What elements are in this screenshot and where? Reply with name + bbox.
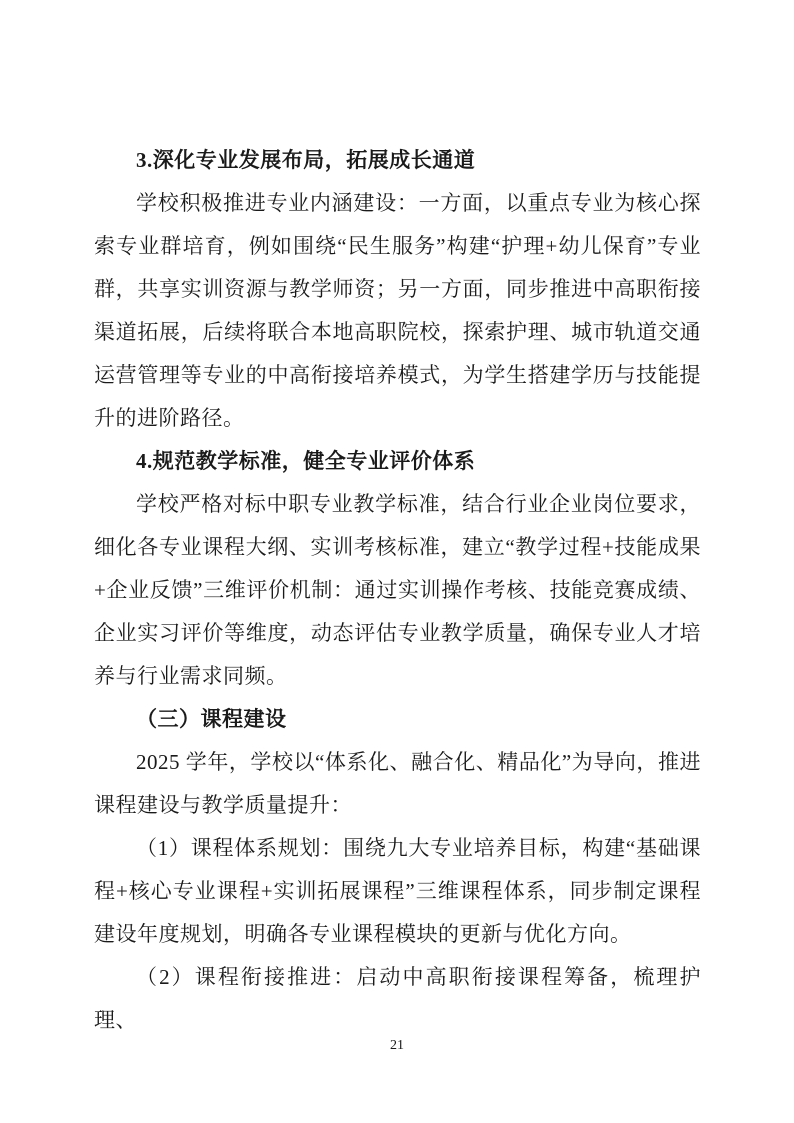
paragraph-curriculum-item-1: （1）课程体系规划：围绕九大专业培养目标，构建“基础课程+核心专业课程+实训拓展课程”三维课程体系，同步制定课程建设年度规划，明确各专业课程模块的更新与优化方向。	[94, 836, 701, 946]
paragraph-curriculum-intro: 2025 学年，学校以“体系化、融合化、精品化”为导向，推进课程建设与教学质量提升：	[94, 750, 701, 817]
subsection-heading-curriculum: （三）课程建设	[136, 707, 287, 731]
paragraph-professional-development: 学校积极推进专业内涵建设：一方面，以重点专业为核心探索专业群培育，例如围绕“民生服务”构建“护理+幼儿保育”专业群，共享实训资源与教学师资；另一方面，同步推进中高职衔接渠道拓展，后续将联合本地高职院校，探索护理、城市轨道交通运营管理等专业的中高衔接培养模式，为学生搭建学历与技能提升的进阶路径。	[94, 191, 701, 430]
section-heading-4: 4.规范教学标准，健全专业评价体系	[136, 449, 476, 473]
paragraph-curriculum-item-2: （2）课程衔接推进：启动中高职衔接课程筹备，梳理护理、	[94, 965, 701, 1032]
page-number: 21	[390, 1038, 404, 1053]
paragraph-teaching-standards: 学校严格对标中职专业教学标准，结合行业企业岗位要求，细化各专业课程大纲、实训考核标准，建立“教学过程+技能成果+企业反馈”三维评价机制：通过实训操作考核、技能竞赛成绩、企业实习评价等维度，动态评估专业教学质量，确保专业人才培养与行业需求同频。	[94, 492, 701, 688]
section-heading-3: 3.深化专业发展布局，拓展成长通道	[136, 148, 476, 172]
document-body	[94, 139, 701, 1042]
